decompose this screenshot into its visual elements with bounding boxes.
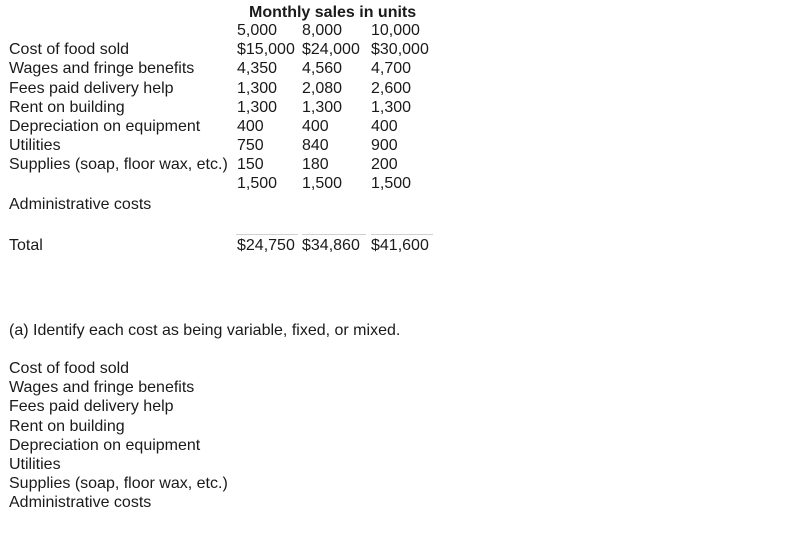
cell: $15,000 (237, 41, 295, 58)
cell: 1,300 (237, 99, 278, 116)
cell-admin-1: 1,500 (237, 175, 278, 192)
cell: 2,600 (371, 80, 412, 97)
units-col-1: 5,000 (237, 22, 278, 39)
total-divider-2 (302, 234, 366, 235)
answer-item-wages: Wages and fringe benefits (9, 379, 195, 396)
cell: 400 (302, 118, 329, 135)
cell: 180 (302, 156, 329, 173)
cell: 1,300 (302, 99, 343, 116)
total-cell-1: $24,750 (237, 237, 295, 254)
answer-item-administrative: Administrative costs (9, 494, 152, 511)
row-label-wages: Wages and fringe benefits (9, 60, 195, 77)
cell: 4,560 (302, 60, 343, 77)
total-divider-1 (236, 234, 298, 235)
cell: 750 (237, 137, 264, 154)
answer-item-food: Cost of food sold (9, 360, 130, 377)
question-prompt: (a) Identify each cost as being variable, fixed, or mixed. (9, 322, 401, 339)
cell: 900 (371, 137, 398, 154)
cell: 400 (371, 118, 398, 135)
cell: 400 (237, 118, 264, 135)
total-cell-2: $34,860 (302, 237, 360, 254)
cell: 2,080 (302, 80, 343, 97)
answer-item-depreciation: Depreciation on equipment (9, 437, 201, 454)
row-label-cost-of-food: Cost of food sold (9, 41, 130, 58)
table-title: Monthly sales in units (249, 4, 417, 21)
cell: 1,300 (371, 99, 412, 116)
row-label-total: Total (9, 237, 43, 254)
cell: 4,350 (237, 60, 278, 77)
total-cell-3: $41,600 (371, 237, 429, 254)
cell: $30,000 (371, 41, 429, 58)
row-label-utilities: Utilities (9, 137, 61, 154)
cell-admin-2: 1,500 (302, 175, 343, 192)
total-divider-3 (371, 234, 433, 235)
answer-item-rent: Rent on building (9, 418, 125, 435)
cell: 200 (371, 156, 398, 173)
row-label-administrative: Administrative costs (9, 196, 152, 213)
answer-item-delivery: Fees paid delivery help (9, 398, 174, 415)
cell: 150 (237, 156, 264, 173)
row-label-depreciation: Depreciation on equipment (9, 118, 201, 135)
row-label-supplies: Supplies (soap, floor wax, etc.) (9, 156, 228, 173)
answer-item-utilities: Utilities (9, 456, 61, 473)
row-label-rent: Rent on building (9, 99, 125, 116)
answer-item-supplies: Supplies (soap, floor wax, etc.) (9, 475, 228, 492)
cell: $24,000 (302, 41, 360, 58)
cell: 4,700 (371, 60, 412, 77)
cell: 840 (302, 137, 329, 154)
units-col-3: 10,000 (371, 22, 420, 39)
row-label-delivery-fees: Fees paid delivery help (9, 80, 174, 97)
cell-admin-3: 1,500 (371, 175, 412, 192)
units-col-2: 8,000 (302, 22, 343, 39)
cell: 1,300 (237, 80, 278, 97)
